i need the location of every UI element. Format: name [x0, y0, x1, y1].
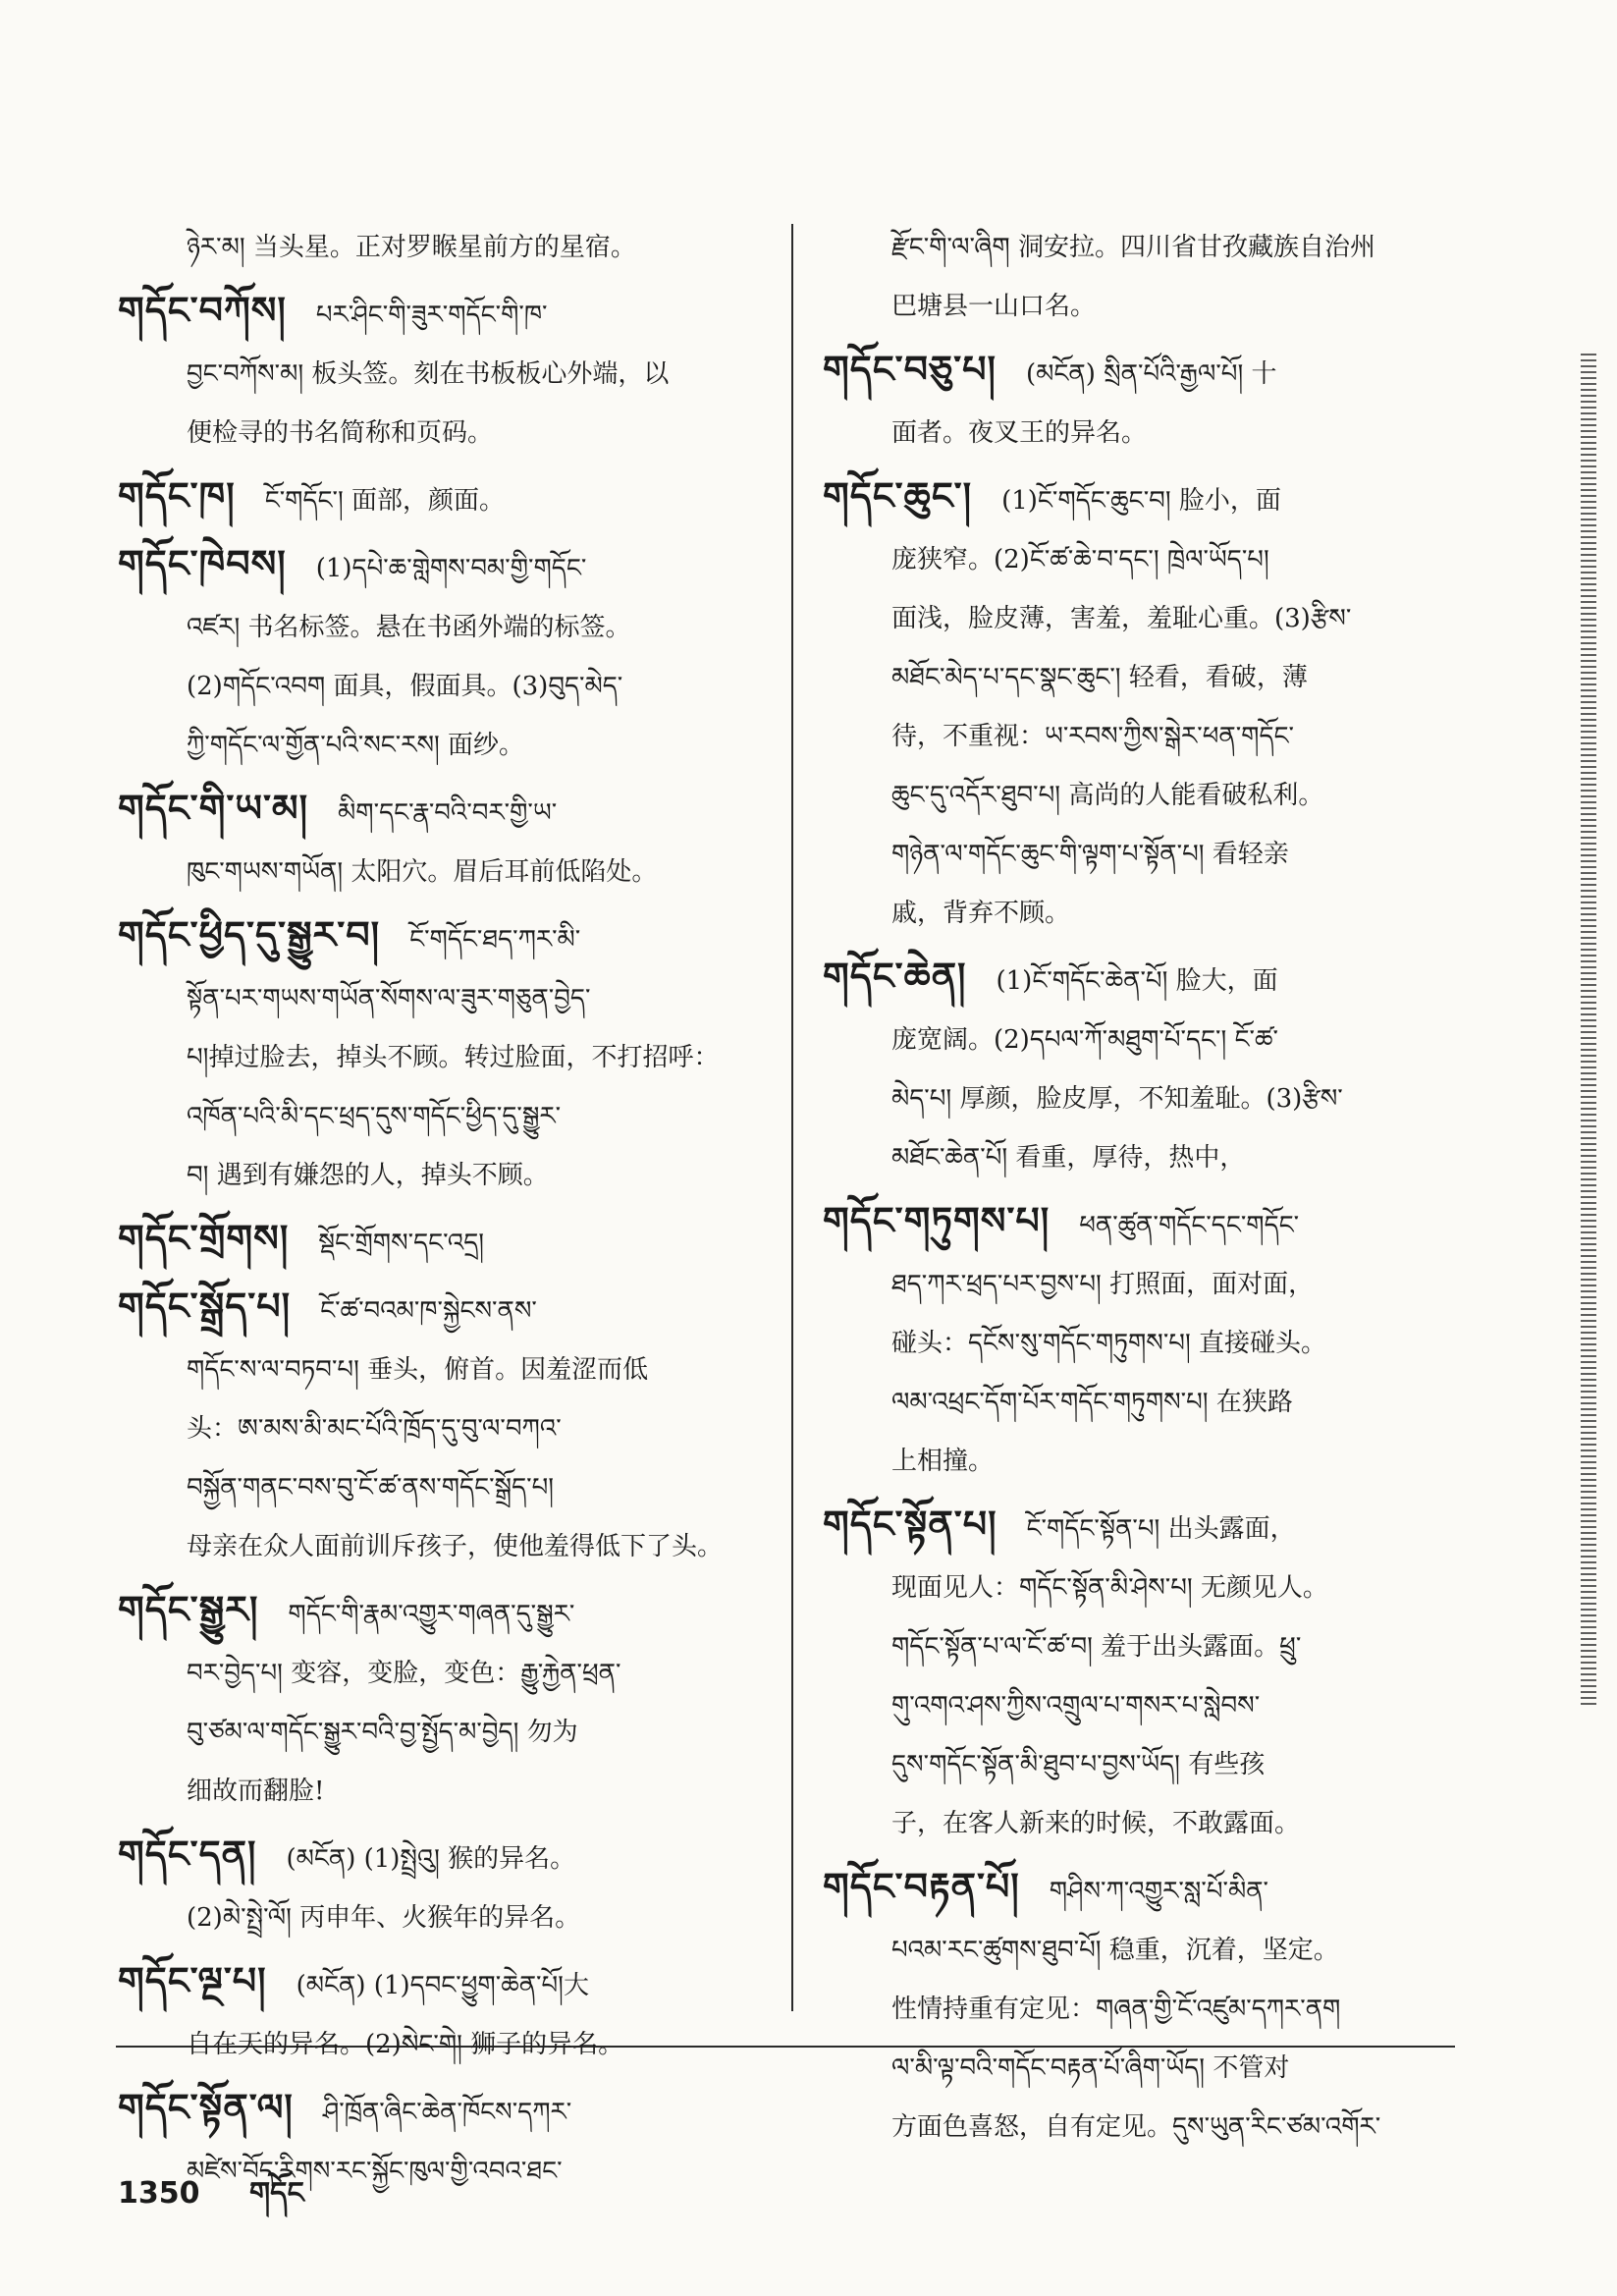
- entry-line: 性情持重有定见：གཞན་གྱི་ངོ་འཛུམ་དཀར་ནག: [891, 1995, 1341, 2024]
- headword: གདོང་ཆེན།: [823, 954, 967, 998]
- headword: གདོང་ལྔ་པ།: [118, 1958, 267, 2002]
- entry-line: ལ་མི་ལྟ་བའི་གདོང་བརྟན་པོ་ཞིག་ཡོད། 不管对: [891, 2053, 1290, 2083]
- entry-first-line: [118, 1209, 761, 1273]
- entry-line: ཆུང་དུ་འདོར་ཐུབ་པ། 高尚的人能看破私利。: [891, 781, 1324, 810]
- entry-line: འཛར། 书名标签。悬在书函外端的标签。: [187, 613, 631, 642]
- entry-first-line: [118, 218, 761, 277]
- entry-line: ཤི་ཁྲོན་ཞིང་ཆེན་ཁོངས་དཀར་: [322, 2098, 572, 2127]
- entry-line: པ།掉过脸去，掉头不顾。转过脸面，不打招呼：: [187, 1043, 720, 1072]
- entry-line: 头：ཨ་མས་མི་མང་པོའི་ཁྲོད་དུ་བུ་ལ་བཀའ་: [187, 1414, 562, 1444]
- entry-first-line: [118, 1580, 761, 1644]
- entry-line: 庞宽阔。(2)དཔལ་ཀོ་མཐུག་པོ་དང་། ངོ་ཚ་: [891, 1025, 1278, 1055]
- entry-line: འཁོན་པའི་མི་དང་ཕྲད་དུས་གདོང་ཕྱིད་དུ་སྒྱུར་: [187, 1102, 562, 1131]
- entry-line: གུ་འགའ་ཤས་ཀྱིས་འགྲུལ་པ་གསར་པ་སླེབས་: [891, 1691, 1261, 1721]
- entry-first-line: [118, 2078, 761, 2142]
- running-head: གདོང: [248, 2176, 304, 2211]
- entry-first-line: [118, 1277, 761, 1340]
- entry-line: གཉེན་ལ་གདོང་ཆུང་གི་ལྟག་པ་སྟོན་པ། 看轻亲: [891, 840, 1289, 869]
- headword: གདོང་སྟོན་པ།: [823, 1502, 997, 1546]
- entry-line: (མངོན) སྲིན་པོའི་རྒྱལ་པོ། 十: [1025, 359, 1277, 389]
- entry-line: པའམ་རང་ཚུགས་ཐུབ་པོ། 稳重，沉着，坚定。: [891, 1936, 1339, 1965]
- entry-line: བྱང་བཀོས་མ། 板头签。刻在书板板心外端，以: [187, 359, 670, 389]
- entry-line: ངོ་གདོང་། 面部，颜面。: [264, 486, 506, 516]
- headword: གདོང་གི་ཡ་མ།: [118, 786, 309, 830]
- entry-line: དུས་གདོང་སྟོན་མི་ཐུབ་པ་བྱས་ཡོད། 有些孩: [891, 1750, 1266, 1779]
- entry-line: (1)ངོ་གདོང་ཆེན་པོ། 脸大，面: [996, 966, 1278, 996]
- dictionary-entry: [823, 466, 1471, 943]
- entry-line: སྡོང་གྲོགས་དང་འདྲ།: [318, 1229, 485, 1258]
- entry-first-line: [823, 947, 1471, 1011]
- entry-first-line: [118, 534, 761, 598]
- entry-line: སྟོན་པར་གཡས་གཡོན་སོགས་ལ་ཟུར་གཅུན་བྱེད་: [187, 984, 591, 1013]
- entry-first-line: [823, 1495, 1471, 1558]
- entry-first-line: [118, 905, 761, 969]
- page-footer: [118, 2160, 344, 2243]
- entry-first-line: [823, 218, 1471, 277]
- entry-line: པར་ཤིང་གི་ཟུར་གདོང་གི་ཁ་: [315, 301, 548, 330]
- dictionary-entry: [118, 534, 761, 775]
- entry-first-line: [823, 466, 1471, 530]
- entry-line: (1)ངོ་གདོང་ཆུང་བ། 脸小，面: [1001, 486, 1281, 516]
- entry-line: ངོ་ཚ་བའམ་ཁ་སྐྱེངས་ནས་: [320, 1296, 537, 1326]
- headword: གདོང་དན།: [118, 1831, 257, 1876]
- entry-line: བ། 遇到有嫌怨的人，掉头不顾。: [187, 1161, 549, 1190]
- entry-line: ཀྱི་གདོང་ལ་གྱོན་པའི་སང་རས། 面纱。: [187, 731, 525, 760]
- dictionary-entry: [823, 340, 1471, 463]
- entry-line: མཛེས་བོད་རིགས་རང་སྐྱོང་ཁུལ་གྱི་འབའ་ཐང་: [187, 2157, 563, 2186]
- entry-first-line: [118, 1825, 761, 1888]
- entry-line: 上相撞。: [891, 1447, 995, 1476]
- entry-line: མཐོང་མེད་པ་དང་སྣང་ཆུང་། 轻看，看破，薄: [891, 663, 1308, 692]
- entry-line: གཤིས་ཀ་འགྱུར་སླ་པོ་མིན་: [1049, 1877, 1268, 1906]
- entry-line: བར་བྱེད་པ། 变容，变脸，变色：རྒྱུ་རྐྱེན་ཕྲན་: [187, 1659, 621, 1688]
- entry-line: མིག་དང་རྣ་བའི་བར་གྱི་ཡ་: [338, 798, 558, 828]
- entry-line: གདོང་ས་ལ་བཏབ་པ། 垂头，俯首。因羞涩而低: [187, 1355, 649, 1385]
- entry-line: 巴塘县一山口名。: [891, 292, 1097, 321]
- entry-first-line: [823, 340, 1471, 404]
- entry-line: 戚，背弃不顾。: [891, 899, 1071, 928]
- entry-line: ངོ་གདོང་ཐད་ཀར་མི་: [409, 925, 581, 955]
- right-column: [823, 218, 1471, 2160]
- headword: གདོང་ཕྱིད་དུ་སྒྱུར་བ།: [118, 912, 381, 957]
- headword: གདོང་ཁེབས།: [118, 541, 287, 585]
- entry-first-line: [823, 1857, 1471, 1921]
- headword: གདོང་གྲོགས།: [118, 1216, 290, 1260]
- headword: གདོང་ཁ།: [118, 473, 236, 518]
- headword: གདོང་བཅུ་པ།: [823, 347, 997, 391]
- entry-first-line: [118, 466, 761, 530]
- headword: གདོང་སྒྲོད་པ།: [118, 1284, 292, 1328]
- dictionary-entry: [118, 1277, 761, 1576]
- entry-line: (1)དཔེ་ཆ་གླེགས་བམ་གྱི་གདོང་: [315, 554, 587, 583]
- dictionary-entry: [118, 905, 761, 1205]
- entry-first-line: [823, 1191, 1471, 1255]
- left-column: [118, 218, 761, 2205]
- dictionary-entry: [823, 1191, 1471, 1491]
- entry-line: རྫོང་གི་ལ་ཞིག 洞安拉。四川省甘孜藏族自治州: [891, 233, 1375, 262]
- entry-line: མེད་པ། 厚颜，脸皮厚，不知羞耻。(3)རྩིས་: [891, 1084, 1343, 1114]
- entry-line: ཉེར་མ། 当头星。正对罗睺星前方的星宿。: [187, 233, 636, 262]
- entry-first-line: [118, 779, 761, 843]
- entry-line: ཕན་ཚུན་གདོང་དང་གདོང་: [1079, 1211, 1300, 1240]
- headword: གདོང་བརྟན་པོ།: [823, 1864, 1020, 1908]
- headword: གདོང་བཀོས།: [118, 288, 287, 332]
- entry-line: 面浅，脸皮薄，害羞，羞耻心重。(3)རྩིས་: [891, 604, 1352, 633]
- entry-first-line: [118, 281, 761, 345]
- scan-edge-marks: [1581, 354, 1596, 1709]
- entry-line: བུ་ཙམ་ལ་གདོང་སྒྱུར་བའི་བྱ་སྤྱོད་མ་བྱེད། 勿为: [187, 1718, 578, 1747]
- dictionary-entry: [823, 1857, 1471, 2157]
- dictionary-entry: [823, 1495, 1471, 1853]
- entry-line: 子，在客人新来的时候，不敢露面。: [891, 1809, 1301, 1838]
- entry-line: 方面色喜怒，自有定见。དུས་ཡུན་རིང་ཙམ་འགོར་: [891, 2112, 1381, 2142]
- dictionary-entry: [823, 218, 1471, 336]
- headword: གདོང་སྟོན་ལ།: [118, 2085, 294, 2129]
- entry-line: ཐད་ཀར་ཕྲད་པར་བྱས་པ། 打照面，面对面，: [891, 1270, 1315, 1299]
- entry-line: (2)མེ་སྤྲེ་ལོ། 丙申年、火猴年的异名。: [187, 1903, 581, 1933]
- entry-first-line: [118, 1951, 761, 2015]
- dictionary-entry: [118, 281, 761, 463]
- entry-line: 便检寻的书名简称和页码。: [187, 418, 494, 448]
- dictionary-entry: [118, 1209, 761, 1273]
- headword: གདོང་གཏུགས་པ།: [823, 1198, 1051, 1242]
- entry-line: མཐོང་ཆེན་པོ། 看重，厚待，热中，: [891, 1143, 1246, 1173]
- dictionary-entry: [118, 466, 761, 530]
- entry-line: 细故而翻脸!: [187, 1777, 325, 1806]
- entry-line: 现面见人：གདོང་སྟོན་མི་ཤེས་པ། 无颜见人。: [891, 1573, 1328, 1603]
- headword: གདོང་ཆུང་།: [823, 473, 973, 518]
- dictionary-entry: [118, 1580, 761, 1821]
- entry-line: ངོ་གདོང་སྟོན་པ། 出头露面，: [1026, 1514, 1296, 1544]
- entry-line: 碰头：དངོས་སུ་གདོང་གཏུགས་པ། 直接碰头。: [891, 1329, 1326, 1358]
- dictionary-entry: [118, 1951, 761, 2074]
- entry-line: (མངོན) (1)དབང་ཕྱུག་ཆེན་པོ།大: [296, 1971, 589, 2000]
- entry-line: ལམ་འཕྲང་དོག་པོར་གདོང་གཏུགས་པ། 在狭路: [891, 1388, 1293, 1417]
- entry-line: 母亲在众人面前训斥孩子，使他羞得低下了头。: [187, 1532, 724, 1561]
- entry-line: (2)གདོང་འབག 面具，假面具。(3)བུད་མེད་: [187, 672, 623, 701]
- page-number: 1350: [118, 2176, 200, 2211]
- entry-line: 庞狭窄。(2)ངོ་ཚ་ཆེ་བ་དང་། ཁྲེལ་ཡོད་པ།: [891, 545, 1269, 574]
- entry-line: བསྐྱོན་གནང་བས་བུ་ངོ་ཚ་ནས་གདོང་སྒྲོད་པ།: [187, 1473, 555, 1503]
- entry-line: གདོང་གི་རྣམ་འགྱུར་གཞན་དུ་སྒྱུར་: [288, 1600, 575, 1629]
- dictionary-entry: [823, 947, 1471, 1187]
- dictionary-entry: [118, 779, 761, 902]
- column-divider: [791, 224, 793, 2011]
- entry-line: ཁུང་གཡས་གཡོན། 太阳穴。眉后耳前低陷处。: [187, 857, 658, 887]
- entry-line: 自在天的异名。(2)སེང་གེ། 狮子的异名。: [187, 2030, 624, 2059]
- dictionary-entry: [118, 218, 761, 277]
- headword: གདོང་སྒྱུར།: [118, 1587, 259, 1631]
- entry-line: (མངོན) (1)སྤྲེའུ། 猴的异名。: [286, 1844, 576, 1874]
- dictionary-entry: [118, 1825, 761, 1947]
- entry-line: 面者。夜叉王的异名。: [891, 418, 1148, 448]
- entry-line: གདོང་སྟོན་པ་ལ་ངོ་ཚ་བ། 羞于出头露面。ཕྲུ་: [891, 1632, 1302, 1662]
- entry-line: 待，不重视：ཡ་རབས་ཀྱིས་སྒེར་ཕན་གདོང་: [891, 722, 1294, 751]
